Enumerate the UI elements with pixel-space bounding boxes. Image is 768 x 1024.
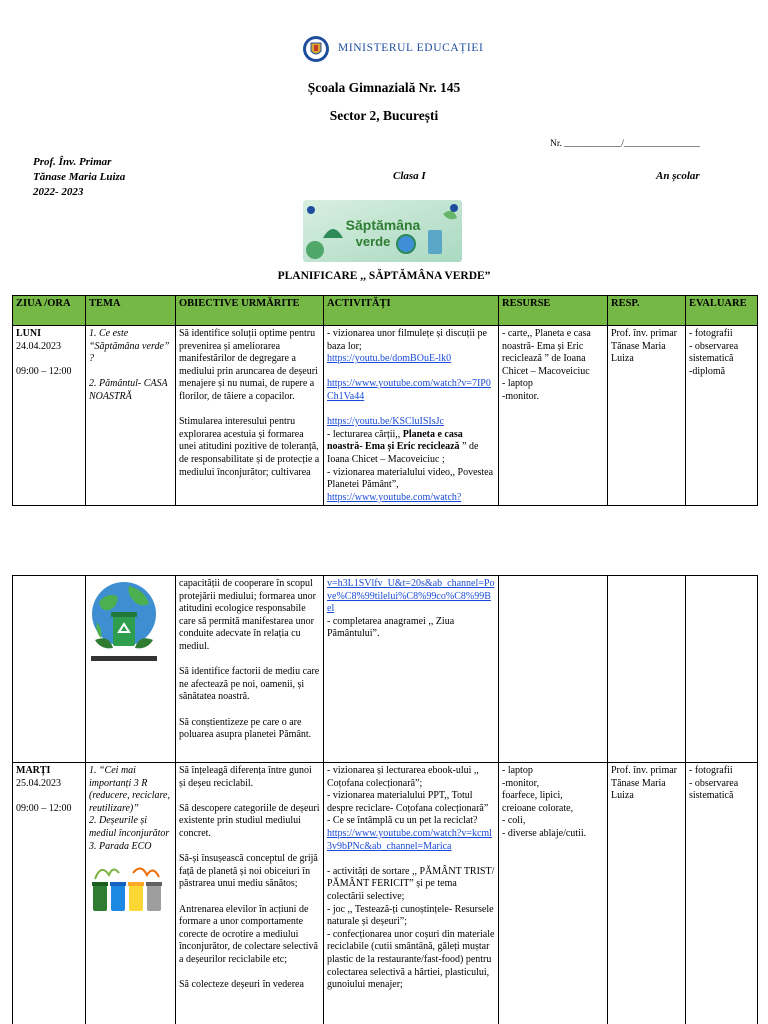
spacer — [179, 790, 320, 803]
activity-text: - Ce se întâmplă cu un pet la reciclat? — [327, 815, 478, 827]
evaluation-text: - fotografii — [689, 765, 733, 776]
table-row-continuation — [13, 576, 758, 763]
spacer — [327, 853, 495, 866]
school-sector: Sector 2, București — [329, 108, 439, 123]
leaf-icon — [306, 241, 324, 259]
green-bin-icon — [93, 885, 107, 911]
objective-text: Stimularea interesului pentru explorarea acestuia și formarea unei atitudini pozitive de toleranță, de responsabilitate și de protecție a mediului înconjurător; cultivarea — [179, 416, 320, 478]
spacer — [327, 366, 495, 379]
day-line: 09:00 – 12:00 — [16, 802, 72, 814]
spacer — [179, 404, 320, 417]
video-link[interactable]: https://www.youtube.com/watch?v=kcml3v9bPNc&ab_channel=Marica — [327, 827, 492, 852]
cell-theme — [86, 763, 176, 1024]
cell-day — [13, 326, 86, 506]
activity-text: - vizionarea și lecturarea ebook-ului ,, Coțofana colecționară”; — [327, 765, 479, 789]
yellow-bin-icon — [129, 885, 143, 911]
activity-text: - completarea anagramei ,, Ziua Pământului”. — [327, 615, 455, 640]
theme-line: 1. Ce este “Săptămâna verde” ? — [89, 328, 170, 365]
responsible-text: Prof. înv. primar Tănase Maria Luiza — [611, 765, 678, 802]
green-week-banner — [303, 200, 462, 262]
spacer — [179, 841, 320, 854]
responsible-text: Prof. înv. primar Tănase Maria Luiza — [611, 328, 678, 365]
day-line: 25.04.2023 — [16, 777, 61, 789]
video-link[interactable]: https://youtu.be/domBOuE-lk0 — [327, 353, 452, 365]
evaluation-text: - observarea sistematică — [689, 340, 739, 365]
day-line: LUNI — [16, 328, 42, 339]
theme-line: 1. “Cei mai importanți 3 R (reducere, reciclare, reutilizare)” — [89, 765, 170, 814]
resource-text: creioane colorate, — [502, 802, 574, 814]
resource-text: - diverse ablaje/cutii. — [502, 827, 587, 839]
spacer — [179, 704, 320, 717]
activity-text: - activități de sortare ,, PĂMÂNT TRIST/ PĂMÂNT FERICIT” și pe tema colectării selective; — [327, 865, 495, 902]
header-resources: RESURSE — [499, 296, 608, 326]
crest-icon — [307, 206, 315, 214]
planning-table-2-wrapper — [0, 575, 768, 1024]
resource-text: - laptop — [502, 378, 533, 390]
recycling-bins-image — [89, 861, 165, 913]
grey-bin-icon — [147, 885, 161, 911]
class-label: Clasa I — [393, 170, 426, 182]
cell-resources — [499, 763, 608, 1024]
planning-table-2 — [12, 575, 758, 1024]
text-run: ” de Ioana Chicet – Macoveiciuc ; — [327, 441, 479, 465]
evaluation-text: - observarea sistematică — [689, 777, 739, 802]
header-day: ZIUA /ORA — [13, 296, 86, 326]
objective-text: Antrenarea elevilor în acțiuni de formare a unor comportamente corecte de ocrotire a mediului înconjurător, de colectare selectivă a deșeurilor reciclabile etc; — [179, 903, 318, 965]
day-line: MARȚI — [16, 765, 51, 776]
objective-text: Să descopere categoriile de deșeuri existente prin studiul mediului concret. — [179, 802, 320, 839]
spacer — [16, 790, 82, 803]
objective-text: Să identifice factorii de mediu care ne afectează pe noi, oamenii, și sănătatea noastră. — [179, 666, 320, 703]
objective-text: capacității de cooperare în scopul protejării mediului; formarea unor atitudini ecologice responsabile care să permită manifestarea unor conduite adecvate în relația cu mediul. — [179, 578, 316, 652]
planning-table-1 — [12, 295, 758, 506]
book-title: Planeta e casa noastră- Ema și Eric reciclează — [327, 428, 463, 453]
resource-text: foarfece, lipici, — [502, 790, 563, 802]
spacer — [89, 366, 172, 379]
earth-recycling-image — [89, 578, 159, 662]
crest-icon — [450, 204, 458, 212]
cell-resources — [499, 326, 608, 506]
table-row-marti — [13, 763, 758, 1024]
teacher-title: Prof. Înv. Primar — [33, 156, 112, 168]
activity-text — [327, 429, 495, 467]
cell-responsible — [608, 763, 686, 1024]
resource-text: -monitor, — [502, 777, 540, 789]
spacer — [16, 353, 82, 366]
cell-objectives — [176, 763, 324, 1024]
banner-line2: verde — [355, 234, 391, 249]
ministry-name: MINISTERUL EDUCAȚIEI — [338, 42, 484, 54]
ministry-crest-icon — [298, 34, 332, 64]
resource-text: -monitor. — [502, 390, 539, 402]
day-line: 09:00 – 12:00 — [16, 365, 72, 377]
objective-text: Să identifice soluții optime pentru prevenirea și ameliorarea manifestărilor de degregare a mediului prin aruncarea de deșeuri menajere și nu numai, de rupere a florilor, de tăiere a copacilor. — [179, 328, 318, 402]
resource-text: - laptop — [502, 765, 533, 776]
resource-text: - carte,, Planeta e casa noastră- Ema și Eric reciclează ” de Ioana Chicet – Macoveiciuc — [502, 328, 591, 377]
activity-text: - confecționarea unor coșuri din materiale reciclabile (cutii smântână, găleți muștar plastic de la restaurante/fast-food) pentru colectarea selectivă a hârtiei, plasticului, gunoiului menajer; — [327, 928, 495, 991]
header-evaluation: EVALUARE — [686, 296, 758, 326]
activity-text: - vizionarea materialului video,, Povestea Planetei Pământ”, — [327, 466, 494, 491]
day-line: 24.04.2023 — [16, 340, 61, 352]
activity-text: - joc ,, Testează-ți cunoștințele- Resursele naturale și deșeuri”; — [327, 903, 494, 928]
theme-line: 2. Deșeurile și mediul înconjurător — [89, 815, 170, 839]
bin-icon — [428, 230, 442, 254]
cell-activities — [324, 576, 499, 763]
cell-objectives — [176, 326, 324, 506]
objective-text: Să colecteze deșeuri în vederea — [179, 979, 304, 991]
activity-text: - vizionarea materialului PPT,, Totul despre reciclare- Coțofana colecționară” — [327, 790, 489, 814]
globe-icon — [397, 235, 415, 253]
cell-evaluation — [686, 326, 758, 506]
evaluation-text: -diplomă — [689, 365, 726, 377]
spacer — [179, 654, 320, 667]
teacher-block — [33, 155, 125, 200]
cell-evaluation — [686, 576, 758, 763]
activity-text: - vizionarea unor filmulețe și discuții pe baza lor; — [327, 328, 487, 352]
cell-day — [13, 763, 86, 1024]
cell-objectives — [176, 576, 324, 763]
spacer — [179, 967, 320, 980]
spacer — [179, 891, 320, 904]
theme-line: 3. Parada ECO — [89, 840, 152, 852]
registration-number: Nr. ____________/________________ — [550, 139, 700, 149]
cell-theme — [86, 576, 176, 763]
spacer — [327, 404, 495, 417]
evaluation-text: - fotografii — [689, 328, 733, 339]
cell-resources — [499, 576, 608, 763]
school-name: Școala Gimnazială Nr. 145 — [307, 80, 461, 95]
teacher-name: Tănase Maria Luiza — [33, 171, 126, 183]
banner-line1: Săptămâna — [345, 217, 421, 233]
objective-text: Să înțeleagă diferența între gunoi și deșeu reciclabil. — [179, 765, 312, 789]
video-link[interactable]: v=h3L1SVlfv_U&t=20s&ab_channel=Pove%C8%99tilelui%C8%99co%C8%99Bel — [327, 578, 495, 615]
video-link[interactable]: https://youtu.be/KSCluISIsJc — [327, 416, 444, 428]
objective-text: Să-și însușească conceptul de grijă față de planetă și noi obiceiuri în păstrarea unui mediu sănătos; — [179, 853, 318, 890]
header-objectives: OBIECTIVE URMĂRITE — [176, 296, 324, 326]
resource-text: - coli, — [502, 815, 526, 827]
cell-responsible — [608, 326, 686, 506]
page-title: PLANIFICARE ,, SĂPTĂMÂNA VERDE” — [277, 270, 491, 282]
header-theme: TEMA — [86, 296, 176, 326]
school-year-label: An școlar — [656, 170, 700, 182]
header-responsible: RESP. — [608, 296, 686, 326]
cell-activities — [324, 326, 499, 506]
video-link[interactable]: https://www.youtube.com/watch?v=7IP0Ch1Va44 — [327, 378, 491, 402]
header-activities: ACTIVITĂȚI — [324, 296, 499, 326]
ministry-logo — [298, 34, 488, 64]
objective-text: Să conștientizeze pe care o are poluarea asupra planetei Pământ. — [179, 716, 312, 741]
cell-responsible — [608, 576, 686, 763]
video-link[interactable]: https://www.youtube.com/watch? — [327, 491, 462, 503]
cell-activities — [324, 763, 499, 1024]
theme-line: 2. Pământul- CASA NOASTRĂ — [89, 378, 168, 402]
table-row-luni — [13, 326, 758, 506]
cell-day — [13, 576, 86, 763]
blue-bin-icon — [111, 885, 125, 911]
table-header-row — [13, 296, 758, 326]
cell-theme — [86, 326, 176, 506]
cell-evaluation — [686, 763, 758, 1024]
text-run: - lecturarea cărții,, — [327, 428, 403, 440]
school-year: 2022- 2023 — [33, 186, 84, 198]
